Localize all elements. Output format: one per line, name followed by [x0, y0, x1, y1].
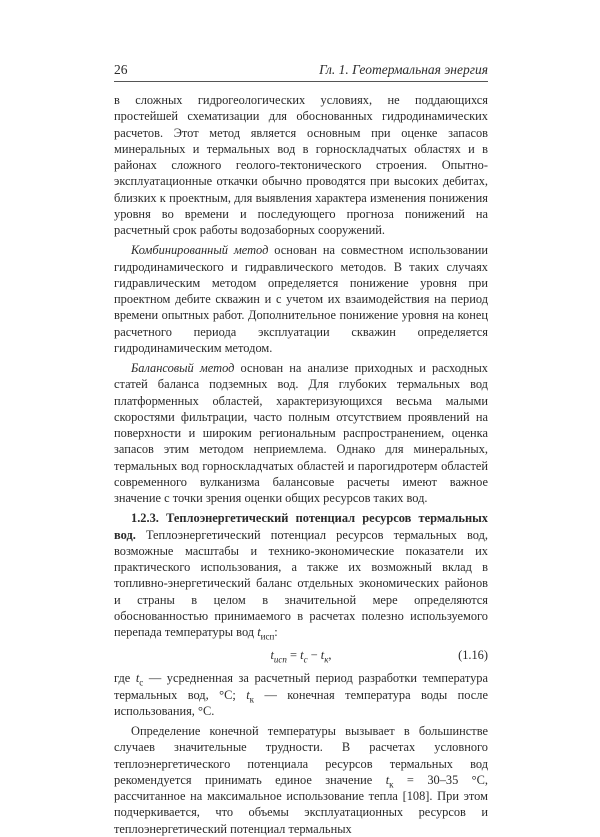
equation-expression: $t_{исп} = t_с - t_к$,	[270, 648, 332, 665]
section-text: Теплоэнергетический потенциал ресурсов термальных вод, возможные масштабы и технико-экономические показатели их практического использования, а также их возможный вклад в топливно-энергетический баланс отдельных экономических районов и страны в целом в значительной мере определяются обоснованностью принимаемого в расчетах полезно используемого перепада температуры вод	[114, 527, 488, 639]
paragraph-final-temperature: Определение конечной температуры вызывает в большинстве случаев значительные трудности. В расчетах условного теплоэнергетического потенциала ресурсов термальных вод рекомендуется принимать единое значение $t_к = 30-35$ °С, рассчитанное на максимальное использование тепла [108]. При этом подчеркивается, что объемы эксплуатационных ресурсов и теплоэнергетический потенциал термальных	[114, 724, 489, 836]
paragraph-balance-method	[114, 360, 488, 506]
equation-1-16	[114, 644, 488, 668]
punct: :	[274, 625, 278, 639]
section-title: 1.2.3. Теплоэнергетический потенциал ресурсов термальных вод.	[114, 511, 488, 542]
paragraph-1: в сложных гидрогеологических условиях, не поддающихся простейшей схематизации для обоснованных гидродинамических расчетов. Этот метод является основным при оценке запасов минеральных и термальных вод в горноскладчатых областях и в районах сложного геолого-тектонического строения. Опытно-эксплуатационные откачки обычно проводятся при высоких дебитах, близких к проектным, для выявления характера изменения понижения уровня во времени и последующего прогноза понижений на расчетный срок работы водозаборных сооружений.	[114, 93, 488, 237]
paragraph-combined-method	[114, 242, 488, 356]
term-balance-method: Балансовый метод	[131, 361, 235, 375]
running-header	[114, 62, 488, 82]
chapter-title: Гл. 1. Геотермальная энергия	[319, 62, 488, 77]
var-t: t	[257, 625, 261, 639]
paragraph-text: основан на анализе приходных и расходных статей баланса подземных вод. Для глубоких термальных вод платформенных областей, характеризующихся весьма малыми скоростями фильтрации, часто полным отсутствием проявлений на поверхности и широким региональным распространением, оценка запасов этим методом неприемлема. Однако для минеральных, термальных вод горноскладчатых областей и парогидротерм областей современного вулканизма балансовые расчеты имеют важное значение с точки зрения оценки общих ресурсов таких вод.	[114, 361, 488, 505]
page-body	[114, 92, 488, 837]
term-combined-method: Комбинированный метод	[131, 243, 269, 258]
page-number: 26	[114, 62, 128, 77]
paragraph-text: основан на совместном использовании гидродинамического и гидравлического методов. В таких случаях гидравлическим методом определяется понижение уровня при проектном дебите скважин и с учетом их взаимодействия на период времени опытных работ. Дополнительное понижение уровня на конец расчетного периода эксплуатации скважин определяется гидродинамическим методом.	[114, 243, 488, 355]
equation-number: (1.16)	[458, 648, 488, 663]
section-paragraph	[114, 510, 488, 640]
where-paragraph: где $t_с$ — усредненная за расчетный период разработки температура термальных вод, °С; $t_к$ — конечная температура воды после использования, °С.	[114, 671, 488, 718]
sub-isp: исп	[260, 631, 275, 642]
